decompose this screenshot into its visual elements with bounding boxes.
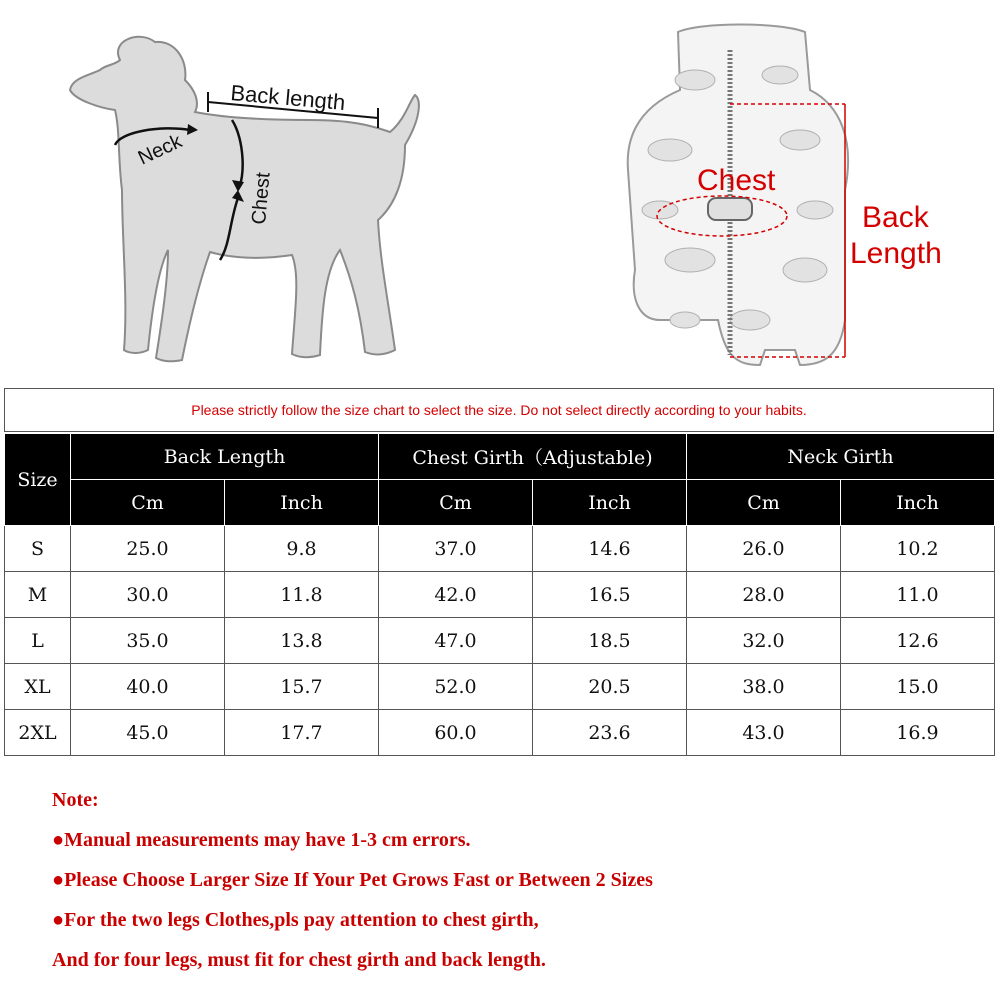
table-cell: 26.0 bbox=[687, 526, 841, 572]
table-row bbox=[5, 526, 995, 572]
table-cell: 11.0 bbox=[841, 572, 995, 618]
table-cell: 30.0 bbox=[71, 572, 225, 618]
neck-girth-header: Neck Girth bbox=[687, 434, 995, 480]
leash-ring bbox=[708, 198, 752, 220]
table-row bbox=[5, 618, 995, 664]
table-cell: 32.0 bbox=[687, 618, 841, 664]
size-cell: L bbox=[5, 618, 71, 664]
table-cell: 60.0 bbox=[379, 710, 533, 756]
chest-label: Chest bbox=[248, 171, 275, 226]
size-notice-text: Please strictly follow the size chart to select the size. Do not select directly according to your habits. bbox=[191, 402, 807, 418]
table-cell: 37.0 bbox=[379, 526, 533, 572]
table-row bbox=[5, 572, 995, 618]
size-cell: XL bbox=[5, 664, 71, 710]
back-length-label: Back length bbox=[229, 80, 347, 116]
notes-section bbox=[52, 788, 653, 988]
table-cell: 23.6 bbox=[533, 710, 687, 756]
table-cell: 52.0 bbox=[379, 664, 533, 710]
table-cell: 42.0 bbox=[379, 572, 533, 618]
coat-measurement-diagram bbox=[600, 20, 980, 375]
table-cell: 13.8 bbox=[225, 618, 379, 664]
table-cell: 18.5 bbox=[533, 618, 687, 664]
chest-girth-header: Chest Girth（Adjustable) bbox=[379, 434, 687, 480]
unit-header: Cm bbox=[379, 480, 533, 526]
notes-title: Note: bbox=[52, 789, 99, 811]
neck-label: Neck bbox=[134, 130, 186, 170]
table-cell: 25.0 bbox=[71, 526, 225, 572]
size-chart-table bbox=[4, 433, 995, 756]
unit-header: Inch bbox=[533, 480, 687, 526]
note-line: ●For the two legs Clothes,pls pay attention to chest girth, bbox=[52, 909, 539, 931]
table-cell: 38.0 bbox=[687, 664, 841, 710]
note-line: ●Manual measurements may have 1-3 cm errors. bbox=[52, 829, 471, 851]
unit-header: Cm bbox=[71, 480, 225, 526]
size-notice-box bbox=[4, 388, 994, 432]
note-line: And for four legs, must fit for chest girth and back length. bbox=[52, 949, 546, 971]
size-cell: 2XL bbox=[5, 710, 71, 756]
table-cell: 28.0 bbox=[687, 572, 841, 618]
table-cell: 40.0 bbox=[71, 664, 225, 710]
table-cell: 12.6 bbox=[841, 618, 995, 664]
table-cell: 47.0 bbox=[379, 618, 533, 664]
coat-back-label-line2: Length bbox=[850, 237, 942, 270]
table-cell: 14.6 bbox=[533, 526, 687, 572]
table-cell: 20.5 bbox=[533, 664, 687, 710]
coat-chest-label: Chest bbox=[697, 164, 776, 197]
table-row bbox=[5, 710, 995, 756]
unit-header: Inch bbox=[841, 480, 995, 526]
size-column-header: Size bbox=[5, 434, 71, 526]
table-cell: 16.5 bbox=[533, 572, 687, 618]
dog-measurement-diagram bbox=[60, 20, 460, 375]
unit-header: Cm bbox=[687, 480, 841, 526]
coat-back-label-line1: Back bbox=[862, 201, 929, 234]
size-cell: M bbox=[5, 572, 71, 618]
table-cell: 15.0 bbox=[841, 664, 995, 710]
table-cell: 9.8 bbox=[225, 526, 379, 572]
note-line: ●Please Choose Larger Size If Your Pet Grows Fast or Between 2 Sizes bbox=[52, 869, 653, 891]
table-cell: 11.8 bbox=[225, 572, 379, 618]
table-group-header-row bbox=[5, 434, 995, 480]
table-cell: 43.0 bbox=[687, 710, 841, 756]
table-cell: 45.0 bbox=[71, 710, 225, 756]
table-cell: 16.9 bbox=[841, 710, 995, 756]
table-cell: 17.7 bbox=[225, 710, 379, 756]
table-row bbox=[5, 664, 995, 710]
measurement-illustrations bbox=[0, 0, 1000, 380]
back-length-header: Back Length bbox=[71, 434, 379, 480]
table-cell: 15.7 bbox=[225, 664, 379, 710]
unit-header: Inch bbox=[225, 480, 379, 526]
size-cell: S bbox=[5, 526, 71, 572]
table-cell: 10.2 bbox=[841, 526, 995, 572]
table-cell: 35.0 bbox=[71, 618, 225, 664]
table-unit-header-row bbox=[5, 480, 995, 526]
